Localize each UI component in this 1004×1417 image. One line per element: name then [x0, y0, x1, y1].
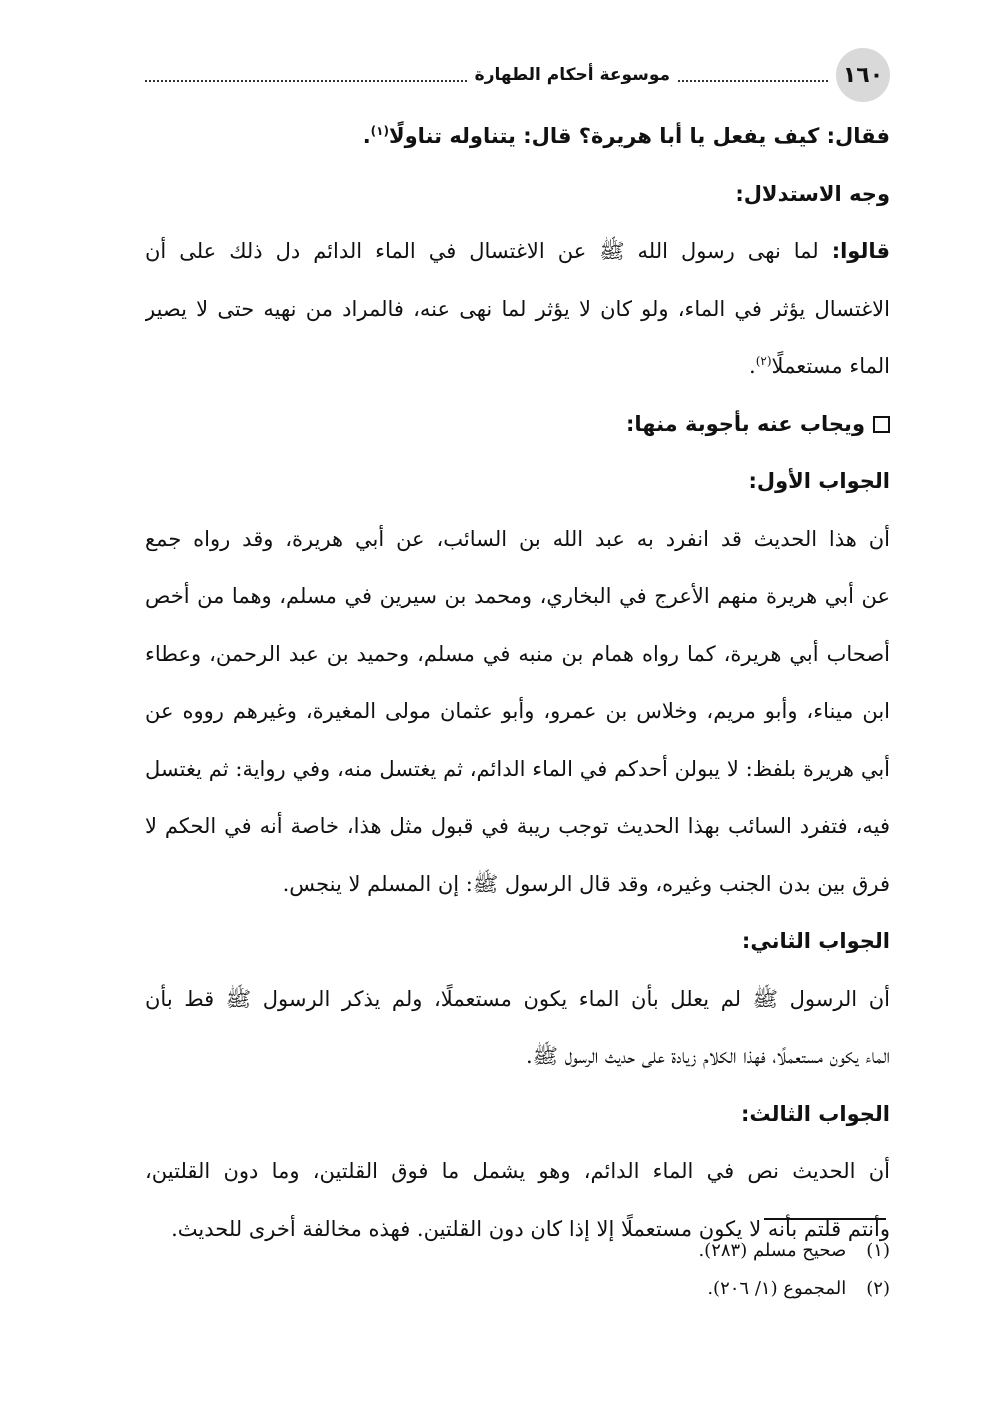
- footnote-item: [145, 1270, 890, 1308]
- text-line: [145, 223, 890, 281]
- section-heading: الجواب الأول:: [748, 469, 890, 493]
- running-title: موسوعة أحكام الطهارة: [474, 65, 670, 85]
- text-line: أن الرسول ﷺ لم يعلل بأن الماء يكون مستعملًا، ولم يذكر الرسول ﷺ قط بأن: [145, 986, 890, 1011]
- footnote-text: صحيح مسلم (٢٨٣).: [698, 1240, 847, 1261]
- text-span: ويجاب عنه بأجوبة منها:: [625, 411, 865, 436]
- text-line: الماء يكون مستعملًا، فهذا الكلام زيادة على حديث الرسول ﷺ.: [526, 1044, 890, 1068]
- text-span: فقال: كيف يفعل يا أبا هريرة؟ قال: يتناوله تناولًا: [388, 124, 890, 148]
- footnote-ref: (٢): [755, 354, 772, 368]
- text-line: أن الحديث نص في الماء الدائم، وهو يشمل ما فوق القلتين، وما دون القلتين،: [145, 1159, 890, 1183]
- dotted-leader-left: [145, 78, 467, 82]
- section-heading: وجه الاستدلال:: [735, 181, 890, 206]
- checkbox-square-icon: [873, 416, 890, 433]
- text-span: لما نهى رسول الله ﷺ عن الاغتسال في الماء الدائم دل ذلك على أن: [145, 239, 819, 263]
- inline-heading: قالوا:: [831, 239, 890, 263]
- text-line: ابن ميناء، وأبو مريم، وخلاس بن عمرو، وأبو عثمان مولى المغيرة، وغيرهم رووه عن: [145, 699, 890, 723]
- section-heading: الجواب الثاني:: [741, 929, 890, 953]
- page-header: [145, 48, 890, 100]
- text-line: [145, 108, 890, 166]
- text-line: الاغتسال يؤثر في الماء، ولو كان لا يؤثر لما نهى عنه، فالمراد من نهيه حتى لا يصير: [145, 296, 890, 321]
- text-line: أن هذا الحديث قد انفرد به عبد الله بن السائب، عن أبي هريرة، وقد رواه جمع: [145, 526, 890, 551]
- footnote-ref: (١): [370, 124, 389, 138]
- main-text: [145, 108, 890, 1258]
- text-line: أصحاب أبي هريرة، كما رواه همام بن منبه في مسلم، وحميد بن عبد الرحمن، وعطاء: [145, 641, 890, 666]
- text-line: [145, 338, 890, 396]
- footnote-text: المجموع (١/ ٢٠٦).: [707, 1278, 847, 1299]
- period: .: [362, 124, 371, 148]
- period: .: [749, 354, 756, 378]
- footnote-number: (١): [866, 1240, 890, 1261]
- footnote-number: (٢): [866, 1278, 890, 1299]
- running-title-row: [145, 62, 828, 88]
- text-line: فيه، فتفرد السائب بهذا الحديث توجب ريبة في قبول مثل هذا، خاصة أنه في الحكم لا: [145, 814, 890, 838]
- footnotes: [145, 1232, 890, 1308]
- section-heading: [145, 396, 890, 454]
- text-line: فرق بين بدن الجنب وغيره، وقد قال الرسول ﷺ: إن المسلم لا ينجس.: [282, 871, 890, 896]
- dotted-leader-right: [678, 78, 828, 82]
- text-line: وأنتم قلتم بأنه لا يكون مستعملًا إلا إذا كان دون القلتين. فهذه مخالفة أخرى للحديث.: [171, 1216, 890, 1241]
- text-line: عن أبي هريرة منهم الأعرج في البخاري، ومحمد بن سيرين في مسلم، وهما من أخص: [145, 584, 890, 608]
- text-line: أبي هريرة بلفظ: لا يبولن أحدكم في الماء الدائم، ثم يغتسل منه، وفي رواية: ثم يغتسل: [145, 756, 890, 781]
- section-heading: الجواب الثالث:: [740, 1101, 890, 1126]
- page-number: ١٦٠: [836, 48, 890, 102]
- footnote-item: [145, 1232, 890, 1270]
- text-span: الماء مستعملًا: [771, 354, 890, 378]
- footnote-separator: [764, 1218, 886, 1220]
